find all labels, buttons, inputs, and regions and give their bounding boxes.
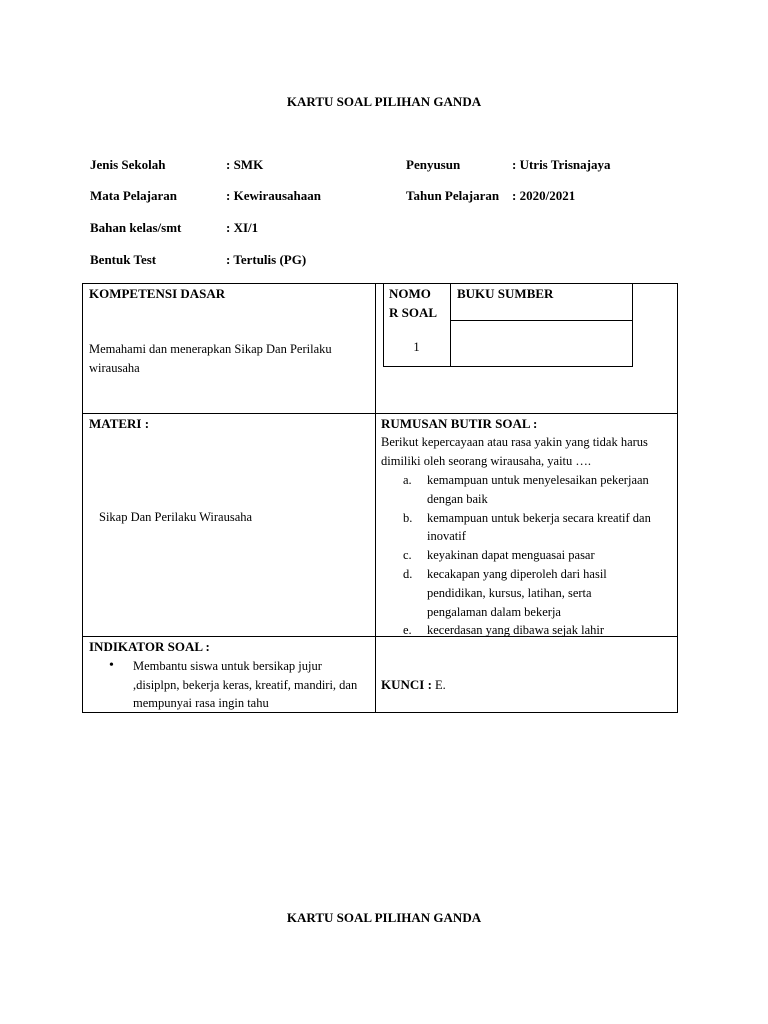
rumusan-soal-header: RUMUSAN BUTIR SOAL : [381,416,538,431]
option-letter: d. [403,566,413,581]
kunci-value: E. [435,678,446,692]
option-letter: b. [403,510,413,525]
kompetensi-dasar-text: Memahami dan menerapkan Sikap Dan Perilaku wirausaha [89,342,332,375]
option-a [381,471,651,509]
option-letter: c. [403,548,412,563]
page-title: KARTU SOAL PILIHAN GANDA [286,94,482,109]
option-text: kecakapan yang diperoleh dari hasil pendidikan, kursus, latihan, serta pengalaman dalam bekerja [427,566,607,619]
nomor-buku-divider [450,283,451,367]
buku-header-divider [450,320,633,321]
second-card-title: KARTU SOAL PILIHAN GANDA [286,910,482,925]
mata-pelajaran-value: : Kewirausahaan [226,188,321,203]
jenis-sekolah-value: : SMK [226,157,264,172]
kunci-row [381,675,446,695]
indikator-soal-header: INDIKATOR SOAL : [89,639,210,654]
option-text: keyakinan dapat menguasai pasar [427,548,595,563]
answer-options [381,471,651,640]
option-b [381,509,651,547]
option-d [381,565,651,621]
option-c [381,546,651,565]
indikator-item: • Membantu siswa untuk bersikap jujur ,disiplpn, bekerja keras, kreatif, mandiri, dan mempunyai rasa ingin tahu [109,657,359,713]
option-letter: e. [403,623,412,638]
tahun-pelajaran-value: : 2020/2021 [512,188,576,203]
buku-sumber-header: BUKU SUMBER [457,286,554,301]
penyusun-label: Penyusun [406,157,461,172]
tahun-pelajaran-label: Tahun Pelajaran [406,188,500,203]
kompetensi-dasar-header: KOMPETENSI DASAR [89,286,226,301]
option-e [381,621,651,640]
option-letter: a. [403,473,412,487]
bentuk-test-label: Bentuk Test [90,252,157,267]
materi-header: MATERI : [89,416,150,431]
option-text: kemampuan untuk menyelesaikan pekerjaan dengan baik [427,473,649,506]
nomor-soal-value: 1 [413,340,420,354]
bahan-kelas-value: : XI/1 [226,220,259,235]
nomor-soal-header-line1: NOMO [389,286,431,301]
option-text: kecerdasan yang dibawa sejak lahir [427,623,605,638]
table-row-divider-1 [82,413,678,414]
penyusun-value: : Utris Trisnajaya [512,157,611,172]
indikator-list [109,657,359,713]
jenis-sekolah-label: Jenis Sekolah [90,157,166,172]
mata-pelajaran-label: Mata Pelajaran [90,188,178,203]
option-text: kemampuan untuk bekerja secara kreatif dan inovatif [427,510,651,544]
bahan-kelas-label: Bahan kelas/smt [90,220,182,235]
bentuk-test-value: : Tertulis (PG) [226,252,307,267]
materi-text: Sikap Dan Perilaku Wirausaha [99,510,253,524]
nomor-soal-header-line2: R SOAL [389,305,438,320]
rumusan-soal-text: Berikut kepercayaan atau rasa yakin yang tidak harus dimiliki oleh seorang wirausaha, yaitu …. [381,435,648,468]
table-column-divider [375,283,376,713]
kunci-label: KUNCI : [381,677,432,692]
